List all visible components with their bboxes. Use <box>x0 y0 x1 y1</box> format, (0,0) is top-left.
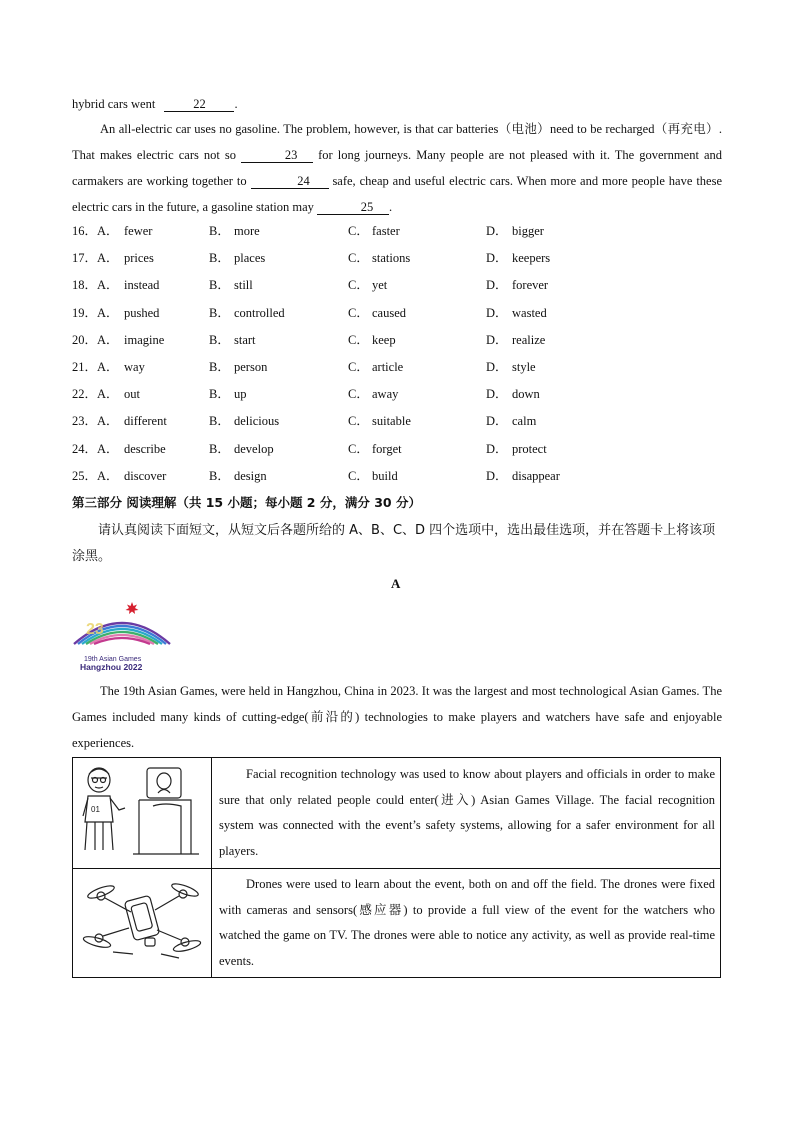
section-instruction: 请认真阅读下面短文，从短文后各题所给的 A、B、C、D 四个选项中，选出最佳选项，并在答题卡上将该项涂黑。 <box>72 523 716 564</box>
option-letter-d: D． <box>486 387 508 402</box>
option-letter-b: B． <box>209 360 230 374</box>
question-number: 25．A． <box>72 468 119 483</box>
option-d: style <box>512 360 536 374</box>
option-letter-c: C． <box>348 414 369 429</box>
option-letter-c: C． <box>348 251 369 266</box>
row1-text: Facial recognition technology was used to know about players and officials in order to make sure that only related people could enter(进入) Asian Games Village. The facial recognition system was connected with the event’s safety systems, allowing for a safer environment for all players. <box>219 767 715 858</box>
question-number: 19．A． <box>72 305 119 320</box>
option-a: way <box>124 360 145 374</box>
option-letter-d: D． <box>486 360 508 374</box>
blank-22: 22 <box>164 97 234 112</box>
asian-games-logo <box>72 598 172 672</box>
option-letter-c: C． <box>348 360 369 374</box>
option-letter-b: B． <box>209 278 230 293</box>
tech-table <box>72 757 721 978</box>
option-letter-b: B． <box>209 305 230 320</box>
option-b: person <box>234 360 268 374</box>
question-number: 20．A． <box>72 332 119 347</box>
option-letter-c: C． <box>348 387 369 402</box>
option-c: yet <box>372 278 388 293</box>
option-letter-b: B． <box>209 387 230 402</box>
drone-illustration <box>73 868 212 977</box>
option-a: pushed <box>124 305 160 320</box>
option-letter-d: D． <box>486 251 508 266</box>
option-a: fewer <box>124 224 153 238</box>
option-b: still <box>234 278 253 293</box>
svg-text:01: 01 <box>91 805 100 814</box>
question-number: 21．A． <box>72 360 119 374</box>
question-number: 23．A． <box>72 414 119 429</box>
blank-25: 25 <box>317 200 389 215</box>
option-a: out <box>124 387 140 402</box>
option-letter-d: D． <box>486 278 508 293</box>
option-c: caused <box>372 305 407 320</box>
option-b: controlled <box>234 305 285 320</box>
option-letter-d: D． <box>486 441 508 456</box>
option-letter-b: B． <box>209 224 230 238</box>
option-d: protect <box>512 441 547 456</box>
table-row <box>73 868 720 977</box>
option-letter-c: C． <box>348 441 369 456</box>
logo-line1: 19th Asian Games <box>84 656 142 663</box>
table-row <box>73 758 720 869</box>
option-d: forever <box>512 278 549 293</box>
option-letter-d: D． <box>486 305 508 320</box>
question-number: 24．A． <box>72 441 119 456</box>
option-b: places <box>234 251 266 266</box>
facial-recognition-illustration <box>73 758 212 868</box>
option-c: article <box>372 360 404 374</box>
passage-text: for long journeys. Many people are not pleased with it. The government and carmakers are working together to <box>72 148 723 188</box>
option-letter-c: C． <box>348 224 369 238</box>
period: . <box>234 97 238 111</box>
option-letter-c: C． <box>348 278 369 293</box>
option-a: discover <box>124 468 167 483</box>
option-a: describe <box>124 441 166 456</box>
blank-24: 24 <box>251 174 329 189</box>
option-letter-b: B． <box>209 332 230 347</box>
option-c: stations <box>372 251 411 266</box>
option-c: keep <box>372 332 396 347</box>
option-letter-b: B． <box>209 441 230 456</box>
option-row <box>72 304 722 322</box>
option-c: forget <box>372 441 402 456</box>
blank-23: 23 <box>241 148 313 163</box>
intro-paragraph: The 19th Asian Games, were held in Hangzhou, China in 2023. It was the largest and most technological Asian Games. The Games included many kinds of cutting-edge(前沿的) technologies to make players and watchers have safe and enjoyable experiences. <box>72 684 722 750</box>
option-d: down <box>512 387 540 402</box>
question-number: 17．A． <box>72 251 119 266</box>
option-row <box>72 331 722 349</box>
option-a: different <box>124 414 167 429</box>
passage-text: hybrid cars went <box>72 97 156 111</box>
option-letter-d: D． <box>486 414 508 429</box>
option-d: disappear <box>512 468 560 483</box>
option-d: calm <box>512 414 537 429</box>
option-letter-d: D． <box>486 224 508 238</box>
option-letter-b: B． <box>209 468 230 483</box>
option-a: instead <box>124 278 160 293</box>
option-letter-b: B． <box>209 251 230 266</box>
passage-label: A <box>391 576 401 591</box>
option-row <box>72 276 722 294</box>
row2-text: Drones were used to learn about the event, both on and off the field. The drones were fixed with cameras and sensors(感应器) to provide a full view of the event for the watchers who watched the game on TV. The drones were able to notice any activity, as well as provide real-time events. <box>219 877 715 968</box>
option-letter-d: D． <box>486 468 508 483</box>
option-letter-c: C． <box>348 468 369 483</box>
option-a: imagine <box>124 332 165 347</box>
option-c: suitable <box>372 414 411 429</box>
svg-text:23: 23 <box>86 621 104 638</box>
option-c: faster <box>372 224 400 238</box>
option-row <box>72 358 722 376</box>
option-row <box>72 412 722 430</box>
option-row <box>72 249 722 267</box>
option-letter-c: C． <box>348 305 369 320</box>
option-c: away <box>372 387 399 402</box>
option-b: up <box>234 387 247 402</box>
passage-paragraph <box>72 116 722 220</box>
option-d: wasted <box>512 305 547 320</box>
option-b: start <box>234 332 256 347</box>
passage-text: safe, cheap and useful electric cars. When more and more people have these electric cars in the future, a gasoline station may <box>72 174 722 214</box>
drone-icon <box>73 868 211 977</box>
option-letter-d: D． <box>486 332 508 347</box>
passage-line-1 <box>72 96 238 112</box>
passage-text: An all-electric car uses no gasoline. The problem, however, is that car batteries（电池）need to be recharged（再充电）. That makes electric cars not so <box>72 122 722 162</box>
option-d: bigger <box>512 224 544 238</box>
question-number: 22．A． <box>72 387 119 402</box>
option-d: keepers <box>512 251 551 266</box>
option-row <box>72 440 722 458</box>
option-letter-c: C． <box>348 332 369 347</box>
asian-games-logo-icon <box>72 598 172 672</box>
period: . <box>389 200 393 214</box>
question-number: 16．A． <box>72 224 119 238</box>
option-row <box>72 385 722 403</box>
option-letter-b: B． <box>209 414 230 429</box>
option-row <box>72 467 722 485</box>
option-d: realize <box>512 332 546 347</box>
option-b: develop <box>234 441 274 456</box>
section-title: 第三部分 阅读理解（共 15 小题；每小题 2 分，满分 30 分） <box>72 495 421 510</box>
question-number: 18．A． <box>72 278 119 293</box>
option-a: prices <box>124 251 154 266</box>
option-b: more <box>234 224 260 238</box>
facial-recognition-icon <box>73 758 211 868</box>
option-b: delicious <box>234 414 280 429</box>
option-row <box>72 222 722 240</box>
option-c: build <box>372 468 398 483</box>
logo-line2: Hangzhou 2022 <box>80 662 143 672</box>
option-b: design <box>234 468 267 483</box>
